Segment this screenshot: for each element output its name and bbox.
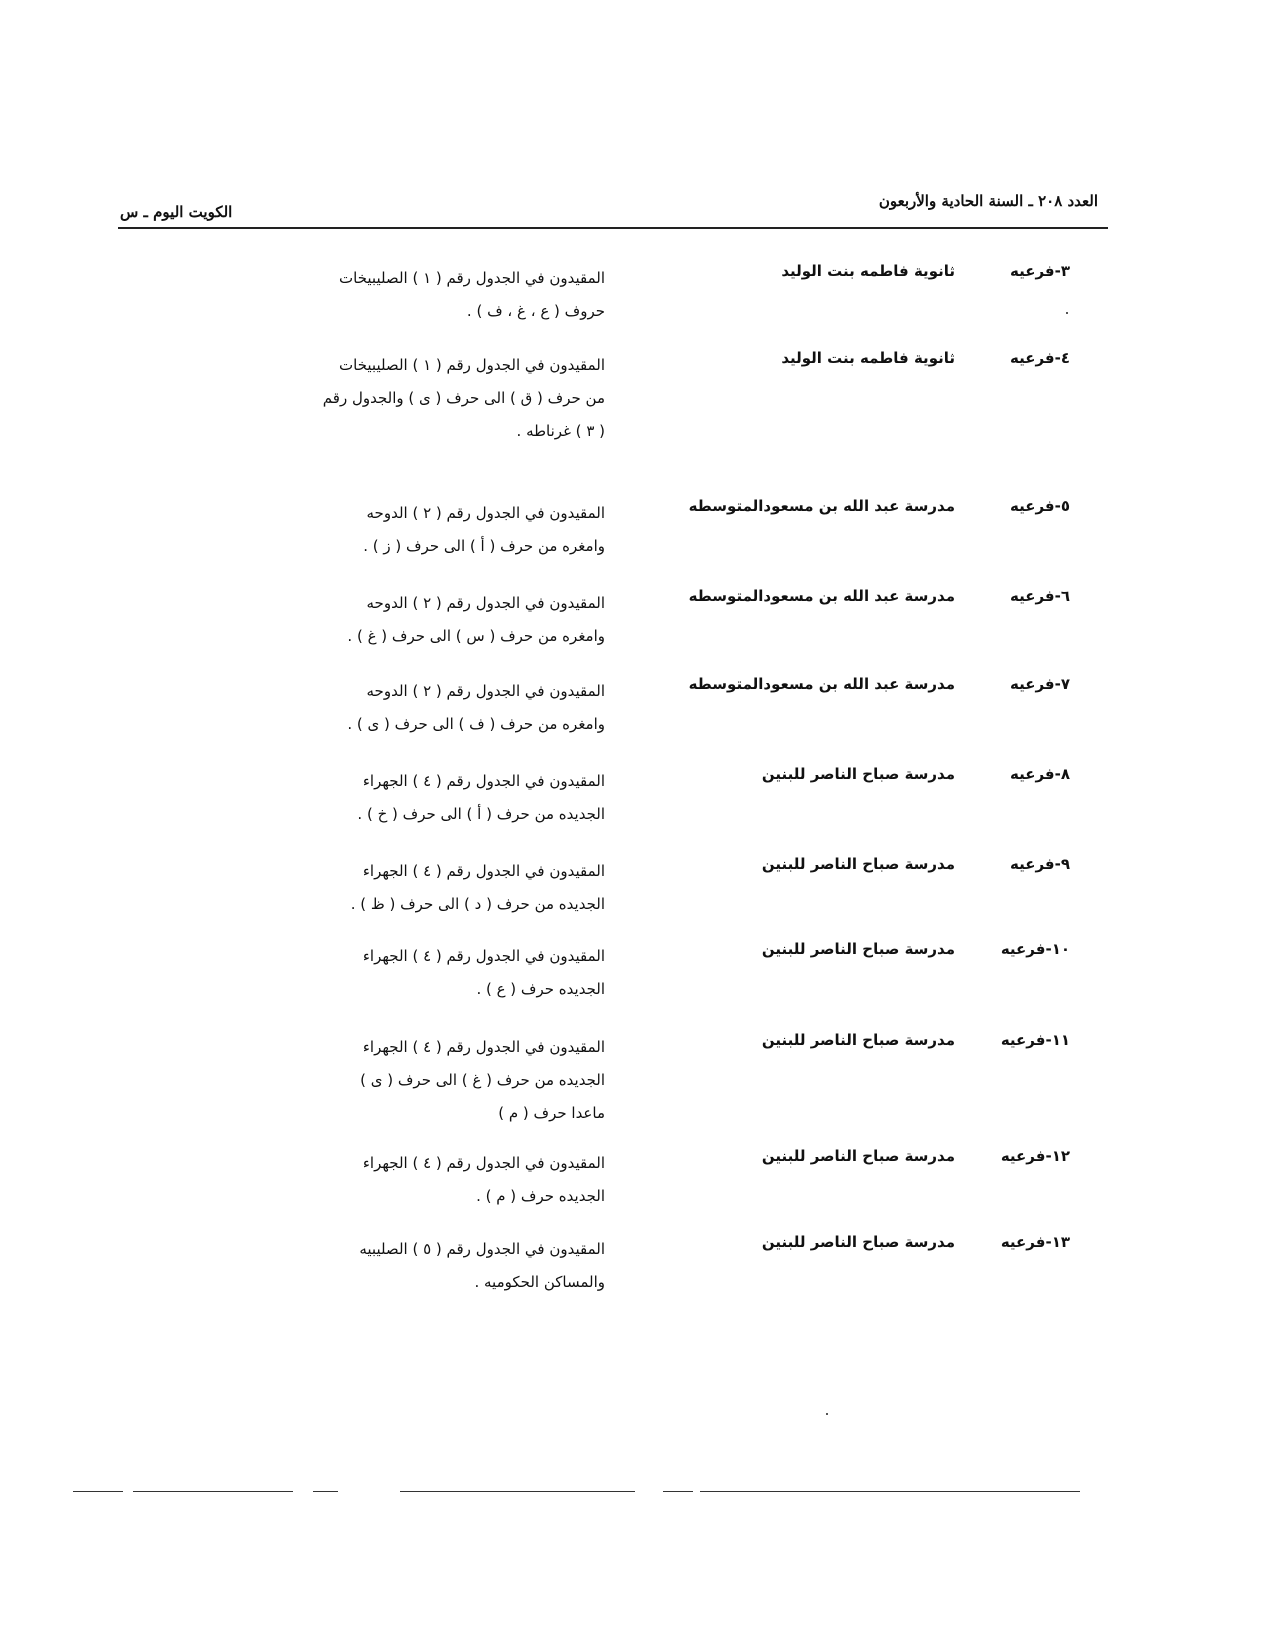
description-line: وامغره من حرف ( ف ) الى حرف ( ى ) . bbox=[347, 715, 605, 733]
entry-description bbox=[195, 675, 605, 741]
footer-divider bbox=[133, 1491, 293, 1492]
footer-divider bbox=[313, 1491, 338, 1492]
description-line: ماعدا حرف ( م ) bbox=[498, 1104, 605, 1122]
description-line: من حرف ( ق ) الى حرف ( ى ) والجدول رقم bbox=[322, 389, 605, 407]
description-line: الجديده من حرف ( د ) الى حرف ( ظ ) . bbox=[350, 895, 605, 913]
gazette-title: الكويت اليوم ـ س bbox=[120, 203, 233, 221]
footer-divider bbox=[663, 1491, 693, 1492]
entry-description bbox=[195, 497, 605, 563]
description-line: المقيدون في الجدول رقم ( ٤ ) الجهراء bbox=[362, 1154, 605, 1172]
description-line: المقيدون في الجدول رقم ( ٢ ) الدوحه bbox=[366, 682, 605, 700]
description-line: المقيدون في الجدول رقم ( ٢ ) الدوحه bbox=[366, 594, 605, 612]
footer-divider bbox=[73, 1491, 123, 1492]
school-name: ثانوية فاطمه بنت الوليد bbox=[781, 349, 955, 367]
entry-description bbox=[195, 765, 605, 831]
description-line: المقيدون في الجدول رقم ( ٤ ) الجهراء bbox=[362, 1038, 605, 1056]
school-name: ثانوية فاطمه بنت الوليد bbox=[781, 262, 955, 280]
entry-number: ١٢-فرعيه bbox=[1000, 1147, 1070, 1165]
school-name: مدرسة صباح الناصر للبنين bbox=[761, 855, 955, 873]
school-name: مدرسة عبد الله بن مسعودالمتوسطه bbox=[688, 497, 955, 515]
entry-number: ٨-فرعيه bbox=[1009, 765, 1070, 783]
description-line: المقيدون في الجدول رقم ( ٤ ) الجهراء bbox=[362, 772, 605, 790]
footer-divider bbox=[700, 1491, 1080, 1492]
school-name: مدرسة صباح الناصر للبنين bbox=[761, 1233, 955, 1251]
school-name: مدرسة صباح الناصر للبنين bbox=[761, 940, 955, 958]
entry-number: ٤-فرعيه bbox=[1009, 349, 1070, 367]
footer-divider bbox=[400, 1491, 635, 1492]
entry-description bbox=[195, 855, 605, 921]
description-line: الجديده من حرف ( غ ) الى حرف ( ى ) bbox=[360, 1071, 605, 1089]
entry-number: ١٣-فرعيه bbox=[1000, 1233, 1070, 1251]
scan-speck bbox=[1066, 312, 1068, 314]
description-line: الجديده حرف ( م ) . bbox=[476, 1187, 605, 1205]
description-line: الجديده من حرف ( أ ) الى حرف ( خ ) . bbox=[357, 805, 605, 823]
description-line: حروف ( ع ، غ ، ف ) . bbox=[466, 302, 605, 320]
description-line: الجديده حرف ( ع ) . bbox=[476, 980, 605, 998]
entry-number: ٧-فرعيه bbox=[1009, 675, 1070, 693]
description-line: المقيدون في الجدول رقم ( ٢ ) الدوحه bbox=[366, 504, 605, 522]
entry-number: ٥-فرعيه bbox=[1009, 497, 1070, 515]
entry-number: ١٠-فرعيه bbox=[1000, 940, 1070, 958]
description-line: المقيدون في الجدول رقم ( ١ ) الصليبيخات bbox=[339, 356, 605, 374]
description-line: المقيدون في الجدول رقم ( ٥ ) الصليبيه bbox=[359, 1240, 605, 1258]
school-name: مدرسة صباح الناصر للبنين bbox=[761, 1031, 955, 1049]
description-line: وامغره من حرف ( س ) الى حرف ( غ ) . bbox=[347, 627, 605, 645]
school-name: مدرسة عبد الله بن مسعودالمتوسطه bbox=[688, 587, 955, 605]
description-line: ( ٣ ) غرناطه . bbox=[516, 422, 605, 440]
description-line: المقيدون في الجدول رقم ( ٤ ) الجهراء bbox=[362, 862, 605, 880]
school-name: مدرسة عبد الله بن مسعودالمتوسطه bbox=[688, 675, 955, 693]
entry-description bbox=[195, 1233, 605, 1299]
description-line: المقيدون في الجدول رقم ( ١ ) الصليبيخات bbox=[339, 269, 605, 287]
entry-description bbox=[195, 1147, 605, 1213]
entry-description bbox=[195, 262, 605, 328]
entry-description bbox=[195, 349, 605, 448]
entry-description bbox=[195, 1031, 605, 1130]
entry-description bbox=[195, 587, 605, 653]
school-name: مدرسة صباح الناصر للبنين bbox=[761, 1147, 955, 1165]
entry-number: ٩-فرعيه bbox=[1009, 855, 1070, 873]
issue-header: العدد ٢٠٨ ـ السنة الحادية والأربعون bbox=[878, 192, 1098, 210]
entry-description bbox=[195, 940, 605, 1006]
description-line: والمساكن الحكوميه . bbox=[474, 1273, 605, 1291]
header-divider bbox=[118, 227, 1108, 229]
scan-speck bbox=[826, 1413, 828, 1415]
entry-number: ٦-فرعيه bbox=[1009, 587, 1070, 605]
description-line: المقيدون في الجدول رقم ( ٤ ) الجهراء bbox=[362, 947, 605, 965]
entry-number: ١١-فرعيه bbox=[1000, 1031, 1070, 1049]
description-line: وامغره من حرف ( أ ) الى حرف ( ز ) . bbox=[363, 537, 605, 555]
entry-number: ٣-فرعيه bbox=[1009, 262, 1070, 280]
school-name: مدرسة صباح الناصر للبنين bbox=[761, 765, 955, 783]
